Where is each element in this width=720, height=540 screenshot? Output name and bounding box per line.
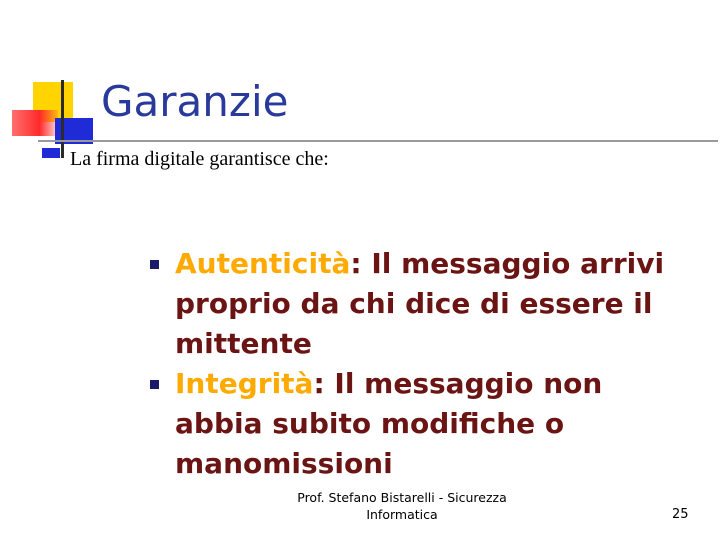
square-bullet-icon: [150, 260, 159, 269]
logo-blue-small-bar: [42, 148, 60, 158]
footer-author: Prof. Stefano Bistarelli - Sicurezza Informatica: [297, 490, 507, 522]
logo-vertical-line: [61, 80, 64, 158]
title-underline: [38, 140, 718, 142]
bullet-item-autenticita: [150, 244, 690, 364]
logo-red-bar: [12, 110, 58, 136]
bullet-description: : Il messaggio arrivi proprio da chi dice di essere il mittente: [175, 247, 665, 360]
bullet-item-integrita: [150, 364, 690, 484]
page-number: 25: [672, 507, 689, 522]
square-bullet-icon: [150, 380, 159, 389]
bullet-text: [175, 364, 690, 484]
bullet-text: [175, 244, 690, 364]
slide-title: Garanzie: [101, 77, 289, 126]
bullet-description: : Il messaggio non abbia subito modifiche o manomissioni: [175, 367, 603, 480]
bullet-term: Integrità: [175, 367, 314, 400]
bullet-term: Autenticità: [175, 247, 351, 280]
bullet-list: [150, 244, 690, 484]
intro-text: La firma digitale garantisce che:: [70, 148, 329, 170]
